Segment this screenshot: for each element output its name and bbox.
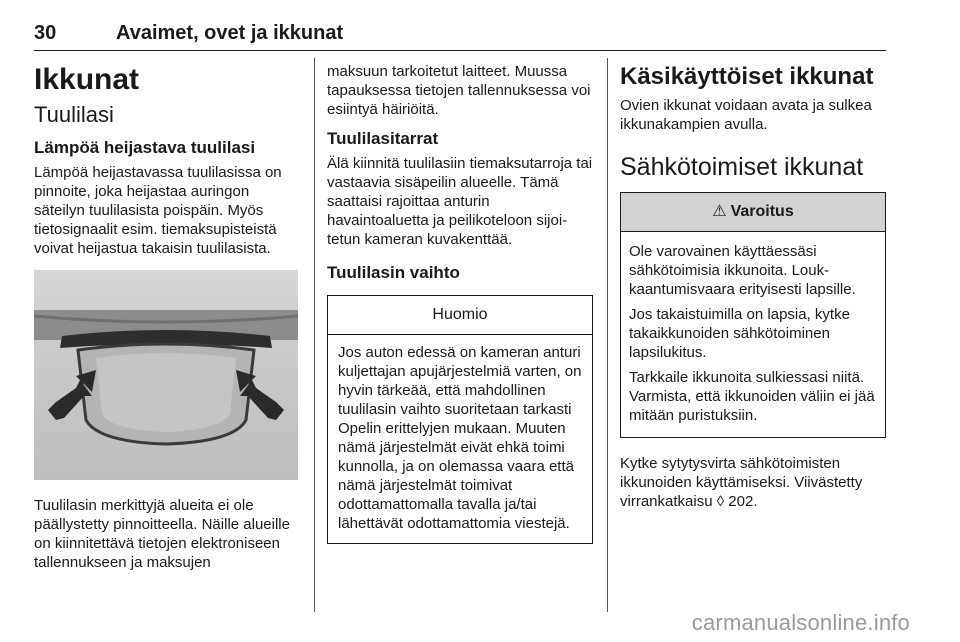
paragraph: Älä kiinnitä tuulilasiin tiemaksutarroja tai vastaavia sisäpeilin alueelle. Tämä saattaisi rajoittaa anturin havaintoaluetta ja peilikoteloon sijoitetun kameran kuvakenttää. — [327, 155, 593, 248]
warning-header — [621, 193, 885, 232]
warning-triangle-icon: ⚠ — [712, 203, 727, 220]
paragraph: Ovien ikkunat voidaan avata ja sulkea ikkunakampien avulla. — [620, 97, 872, 133]
subsection-title: Tuulilasi — [34, 102, 114, 127]
warning-text: Ole varovainen käyttäessäsi sähkötoimisia ikkunoita. Loukkaantumisvaara erityisesti lapsille. — [629, 243, 856, 298]
watermark: carmanualsonline.info — [691, 610, 910, 635]
paragraph: maksuun tarkoitetut laitteet. Muussa tapauksessa tietojen tallennuksessa voi esiintyä häiriöitä. — [327, 63, 591, 118]
rearview-mirror-photo — [34, 270, 298, 480]
page-number: 30 — [34, 22, 57, 44]
topic-heading: Tuulilasitarrat — [327, 129, 439, 148]
warning-title: Varoitus — [730, 203, 794, 220]
warning-box — [620, 192, 886, 438]
section-title: Sähkötoimiset ikkunat — [620, 153, 864, 181]
page-header — [34, 22, 886, 51]
column-1 — [34, 62, 300, 580]
paragraph-text: Kytke sytytysvirta sähkötoimisten ikkunoiden käyttämiseksi. Viivästetty virrankatkaisu — [620, 455, 863, 510]
note-title: Huomio — [328, 296, 592, 335]
column-2 — [327, 62, 594, 544]
note-text: Jos auton edessä on kameran anturi kuljettajan apujärjestelmiä varten, on hyvin tärkeää, että mahdollinen tuulilasin vaihto suoritetaan tarkasti Opelin erittelyjen mukaan. Muuten nämä järjestelmät eivät ehkä toimi kunnolla, ja on olemassa vaara että nämä järjestelmät toimivat odottamattomalla tavalla ja/tai lähettävät odottamattomia viestejä. — [338, 344, 582, 532]
topic-heading: Lämpöä heijastava tuulilasi — [34, 138, 256, 157]
section-title: Käsikäyttöiset ikkunat — [620, 63, 874, 90]
page-reference-icon: ◊ — [716, 493, 725, 510]
column-divider — [607, 58, 608, 612]
warning-text: Tarkkaile ikkunoita sulkiessasi niitä. Varmista, että ikkunoiden väliin ei jää mitään puristuksiin. — [629, 369, 875, 424]
paragraph: Tuulilasin merkittyjä alueita ei ole päällystetty pinnoitteella. Näille alueille on kiinnitettävä tietojen elektroniseen tallennukseen ja maksujen — [34, 497, 290, 571]
section-title: Ikkunat — [34, 63, 140, 96]
page-reference: 202. — [724, 493, 758, 510]
column-3 — [620, 62, 888, 519]
note-box — [327, 295, 593, 544]
running-title: Avaimet, ovet ja ikkunat — [116, 22, 344, 44]
topic-heading: Tuulilasin vaihto — [327, 263, 460, 282]
paragraph: Lämpöä heijastavassa tuulilasissa on pinnoite, joka heijastaa auringon säteilyn tuulilasista poispäin. Myös tietosignaalit esim. tiemaksupisteistä voivat heijastua takaisin tuulilasista. — [34, 164, 282, 257]
paragraph — [620, 454, 888, 511]
column-divider — [314, 58, 315, 612]
warning-text: Jos takaistuimilla on lapsia, kytke takaikkunoiden sähkötoiminen lapsilukitus. — [629, 306, 850, 361]
